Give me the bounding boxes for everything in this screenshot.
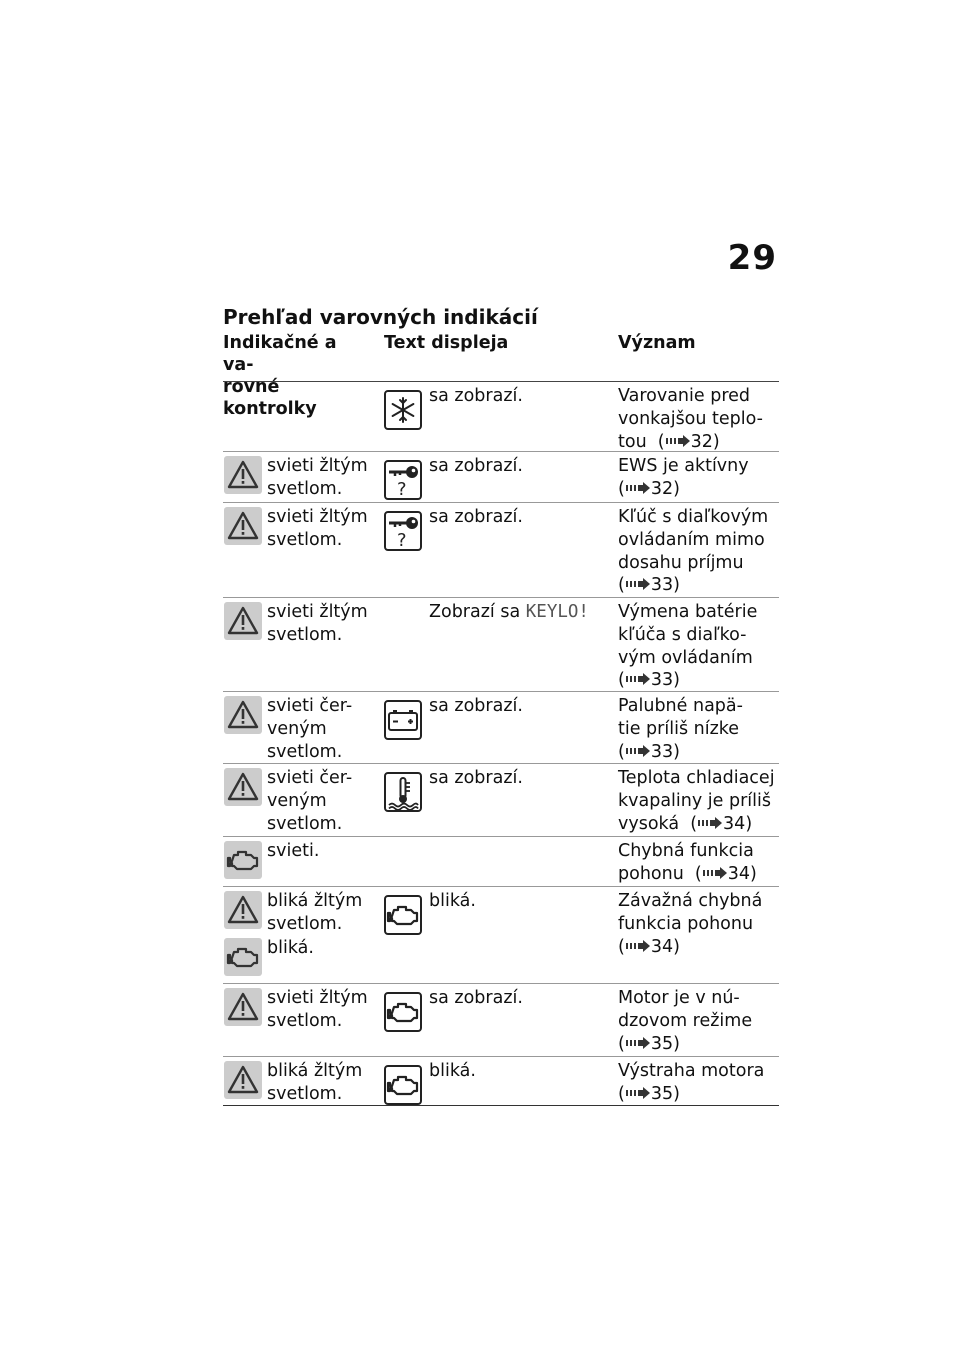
text-line: svieti žltým — [267, 988, 368, 1008]
display-text-label: sa zobrazí. — [429, 507, 523, 527]
control-status-text — [267, 987, 377, 1033]
text-line: vonkajšou teplo- — [618, 408, 763, 429]
display-text — [429, 987, 523, 1010]
display-text-label: Zobrazí sa — [429, 602, 526, 622]
control-status-text — [267, 937, 377, 960]
page-reference[interactable]: ( 33) — [618, 741, 680, 762]
text-line: tou ( 32) — [618, 431, 720, 452]
reference-arrow-icon — [625, 939, 651, 953]
text-line: Palubné napä- — [618, 696, 743, 716]
table-row — [223, 503, 779, 598]
page-reference[interactable]: ( 34) — [679, 813, 753, 834]
svg-text:?: ? — [397, 479, 407, 500]
control-status-text — [267, 455, 377, 501]
text-line: tie príliš nízke — [618, 718, 740, 739]
table-row — [223, 382, 779, 452]
display-text — [429, 601, 589, 624]
page-reference-number: 35 — [650, 1083, 674, 1104]
page-reference-number: 32 — [650, 478, 674, 499]
text-line: svetlom. — [267, 741, 343, 762]
display-text — [429, 767, 523, 790]
display-text — [429, 506, 523, 529]
engine-outline-icon — [384, 1065, 422, 1105]
display-text — [429, 890, 476, 913]
page-number: 29 — [727, 238, 777, 278]
warning-triangle-icon — [224, 456, 262, 494]
text-line: svetlom. — [267, 478, 343, 499]
control-status-text — [267, 890, 377, 936]
meaning-text — [618, 385, 778, 453]
section-title: Prehľad varovných indikácií — [223, 305, 538, 329]
table-row — [223, 984, 779, 1057]
text-line: Výmena batérie — [618, 602, 758, 622]
column-header-indicator: Indikačné a va- rovné kontrolky — [223, 333, 337, 419]
page-reference[interactable]: ( 34) — [683, 863, 757, 884]
text-line: Varovanie pred — [618, 386, 751, 406]
text-line: svieti žltým — [267, 456, 368, 476]
text-line: vysoká ( 34) — [618, 813, 753, 834]
meaning-text — [618, 890, 778, 958]
display-text-label: sa zobrazí. — [429, 386, 523, 406]
display-text-label: sa zobrazí. — [429, 768, 523, 788]
page-reference[interactable]: ( 33) — [618, 575, 680, 596]
engine-icon — [224, 841, 262, 879]
display-text-label: sa zobrazí. — [429, 696, 523, 716]
control-status-text — [267, 1060, 377, 1106]
text-line: Závažná chybná — [618, 891, 763, 911]
warning-triangle-icon — [224, 696, 262, 734]
reference-arrow-icon — [625, 481, 651, 495]
text-line: funkcia pohonu — [618, 913, 754, 934]
key-question-icon — [384, 460, 422, 500]
warning-triangle-icon — [224, 891, 262, 929]
reference-arrow-icon — [625, 1036, 651, 1050]
page-reference[interactable]: ( 32) — [618, 478, 680, 499]
control-status-text — [267, 840, 377, 863]
warning-indicators-table — [223, 330, 779, 1106]
text-line: bliká žltým — [267, 891, 363, 911]
text-line: svieti čer- — [267, 696, 353, 716]
reference-arrow-icon — [697, 816, 723, 830]
reference-arrow-icon — [665, 434, 691, 448]
control-status-text — [267, 695, 377, 763]
text-line: svetlom. — [267, 1083, 343, 1104]
text-line: bliká. — [267, 938, 314, 958]
meaning-text — [618, 987, 778, 1055]
text-line: bliká žltým — [267, 1061, 363, 1081]
display-text — [429, 385, 523, 408]
text-line: vým ovládaním — [618, 647, 753, 668]
text-line: Chybná funkcia — [618, 841, 754, 861]
table-row — [223, 692, 779, 764]
control-status-text — [267, 767, 377, 835]
text-line: kvapaliny je príliš — [618, 790, 771, 811]
reference-arrow-icon — [625, 744, 651, 758]
text-line: dosahu príjmu — [618, 552, 744, 573]
engine-outline-icon — [384, 992, 422, 1032]
engine-icon — [224, 938, 262, 976]
meaning-text — [618, 767, 778, 835]
page-reference-number: 34 — [650, 936, 674, 957]
reference-arrow-icon — [625, 1086, 651, 1100]
warning-triangle-icon — [224, 768, 262, 806]
display-text-label: sa zobrazí. — [429, 988, 523, 1008]
display-text — [429, 695, 523, 718]
text-line: EWS je aktívny — [618, 456, 749, 476]
meaning-text — [618, 455, 778, 501]
page-reference-number: 33 — [650, 741, 674, 762]
reference-arrow-icon — [625, 672, 651, 686]
page-reference-number: 32 — [690, 431, 713, 452]
page-reference[interactable]: ( 35) — [618, 1033, 680, 1054]
warning-triangle-icon — [224, 507, 262, 545]
page-reference-number: 33 — [650, 670, 674, 691]
text-line: ovládaním mimo — [618, 529, 765, 550]
display-text-label: bliká. — [429, 1061, 476, 1081]
column-header-meaning: Význam — [618, 333, 696, 353]
table-row — [223, 452, 779, 503]
reference-arrow-icon — [625, 577, 651, 591]
text-line: svieti. — [267, 841, 320, 861]
text-line: svetlom. — [267, 1010, 343, 1031]
coolant-temperature-icon — [384, 772, 422, 812]
text-line: pohonu ( 34) — [618, 863, 757, 884]
text-line: svieti žltým — [267, 602, 368, 622]
text-line: svetlom. — [267, 529, 343, 550]
display-text — [429, 455, 523, 478]
meaning-text — [618, 1060, 778, 1106]
text-line: svetlom. — [267, 813, 343, 834]
text-line: svetlom. — [267, 624, 343, 645]
control-status-text — [267, 601, 377, 647]
text-line: Teplota chladiacej — [618, 768, 775, 788]
table-row — [223, 887, 779, 984]
snowflake-icon — [384, 390, 422, 430]
warning-triangle-icon — [224, 602, 262, 640]
meaning-text — [618, 601, 778, 692]
text-line: Kľúč s diaľkovým — [618, 507, 769, 527]
battery-icon — [384, 700, 422, 740]
meaning-text — [618, 840, 778, 886]
column-header-display-text: Text displeja — [384, 333, 509, 353]
warning-triangle-icon — [224, 1061, 262, 1099]
page-reference[interactable]: ( 32) — [646, 431, 720, 452]
svg-text:?: ? — [397, 530, 407, 551]
key-question-icon — [384, 511, 422, 551]
page-reference[interactable]: ( 35) — [618, 1083, 680, 1104]
reference-arrow-icon — [702, 866, 728, 880]
page-reference-number: 35 — [650, 1033, 674, 1054]
display-text-label: bliká. — [429, 891, 476, 911]
page-reference-number: 34 — [723, 813, 746, 834]
page-reference-number: 33 — [650, 575, 674, 596]
text-line: veným — [267, 718, 327, 739]
display-code: KEYLO! — [525, 602, 589, 622]
table-row — [223, 598, 779, 692]
text-line: svieti čer- — [267, 768, 353, 788]
display-text-label: sa zobrazí. — [429, 456, 523, 476]
meaning-text — [618, 695, 778, 763]
text-line: kľúča s diaľko- — [618, 624, 747, 645]
text-line: dzovom režime — [618, 1010, 753, 1031]
warning-triangle-icon — [224, 988, 262, 1026]
text-line: svieti žltým — [267, 507, 368, 527]
table-row — [223, 1057, 779, 1106]
text-line: veným — [267, 790, 327, 811]
control-status-text — [267, 506, 377, 552]
text-line: svetlom. — [267, 913, 343, 934]
display-text — [429, 1060, 476, 1083]
text-line: Výstraha motora — [618, 1061, 765, 1081]
table-row — [223, 837, 779, 887]
page-reference[interactable]: ( 33) — [618, 670, 680, 691]
page-reference-number: 34 — [727, 863, 751, 884]
page-reference[interactable]: ( 34) — [618, 936, 680, 957]
meaning-text — [618, 506, 778, 597]
table-row — [223, 764, 779, 837]
text-line: Motor je v nú- — [618, 988, 740, 1008]
engine-outline-icon — [384, 895, 422, 935]
